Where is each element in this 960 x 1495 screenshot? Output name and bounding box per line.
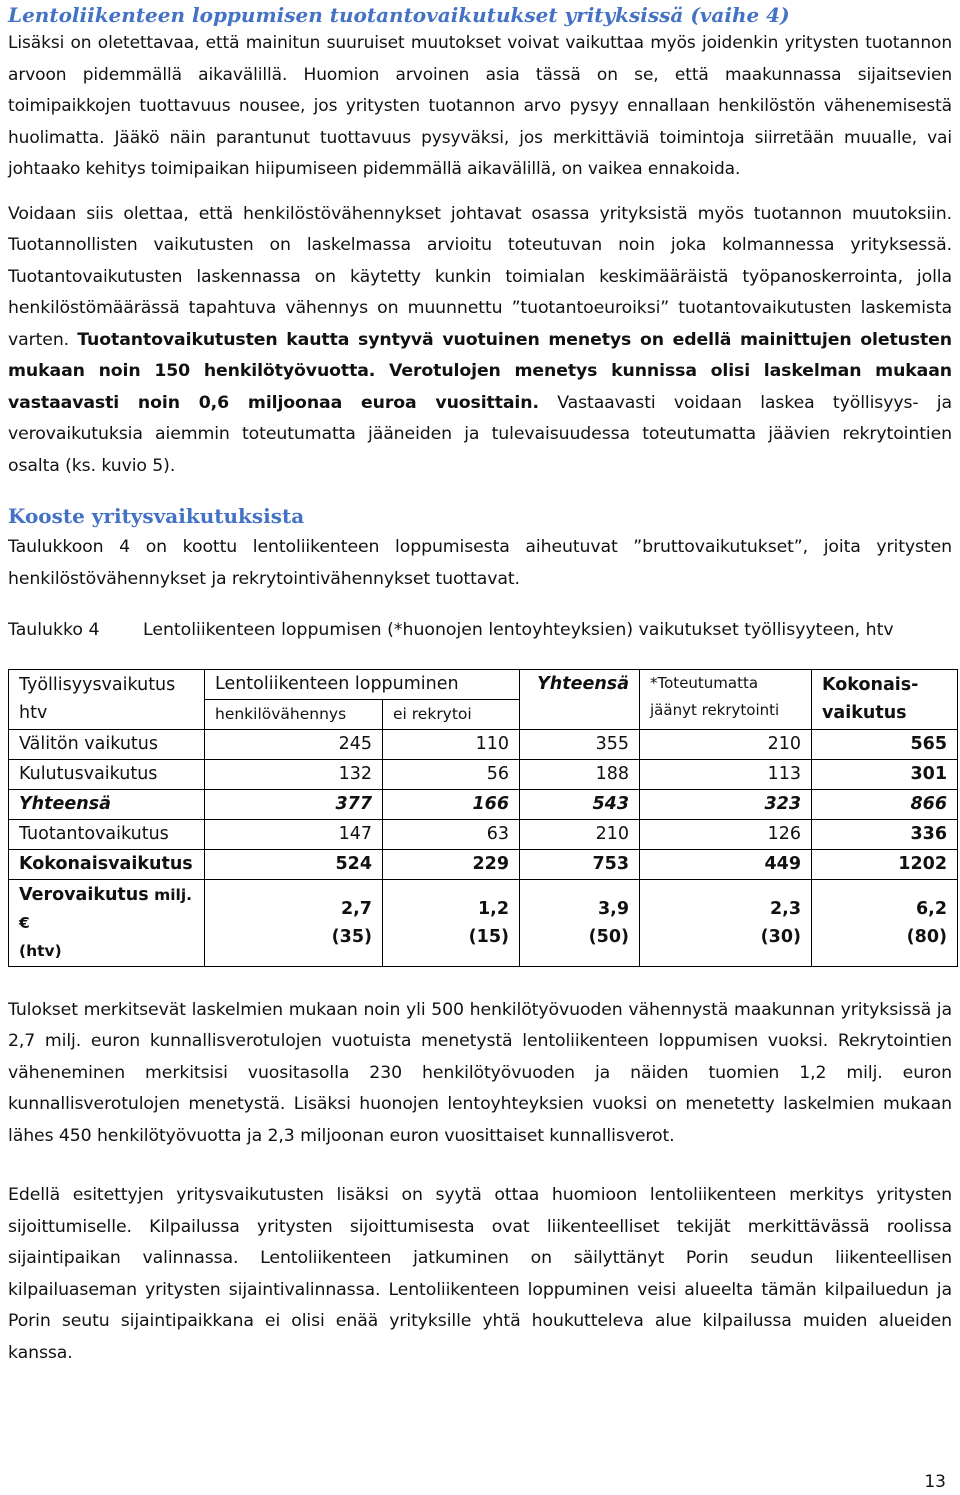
table-caption-text: Lentoliikenteen loppumisen (*huonojen lentoyhteyksien) vaikutukset työllisyyteen, htv [143, 620, 894, 640]
cell-value: 565 [812, 729, 958, 759]
cell-value: 229 [383, 849, 520, 879]
paragraph-bold-text: Tuotantovaikutusten kautta syntyvä vuotuinen menetys on edellä mainittujen oletusten mukaan noin 150 henkilötyövuotta. Verotulojen menetys kunnissa olisi laskelman mukaan vastaavasti noin 0,6 miljoonaa euroa vuosittain. [8, 329, 953, 413]
table-row [9, 759, 958, 789]
cell-value-tax [812, 879, 958, 966]
cell-value: 188 [520, 759, 640, 789]
table-row-subtotal [9, 789, 958, 819]
cell-value: (35) [331, 926, 372, 947]
table-row [9, 819, 958, 849]
table-row [9, 729, 958, 759]
header-ending-of-air-traffic: Lentoliikenteen loppuminen [205, 669, 520, 699]
cell-value: 866 [812, 789, 958, 819]
cell-value: (80) [906, 926, 948, 947]
cell-value-tax [383, 879, 520, 966]
section-heading-production-effects: Lentoliikenteen loppumisen tuotantovaikutukset yrityksissä (vaihe 4) [8, 3, 790, 27]
cell-value: 132 [205, 759, 383, 789]
document-page [8, 0, 952, 1369]
paragraph-production-value: Lisäksi on oletettavaa, että mainitun suuruiset muutokset voivat vaikuttaa myös joidenkin yritysten tuotannon arvoon pidemmällä aikavälillä. Huomion arvoinen asia tässä on se, että maakunnassa sijaitsevien toimipaikkojen tuottavuus nousee, jos yritysten tuotannon arvo pysyy ennallaan henkilöstön vähenemisestä huolimatta. Jääkö näin parantunut tuottavuus pysyväksi, jos merkittäviä toimintoja siirretään muualle, vai johtaako kehitys toimipaikan hiipumiseen pidemmällä aikavälillä, on vaikea ennakoida. [8, 33, 952, 179]
cell-value: 355 [520, 729, 640, 759]
header-overall-effect [812, 669, 958, 729]
row-label: Välitön vaikutus [9, 729, 205, 759]
row-label-text: Verovaikutus [19, 884, 149, 905]
cell-value-tax [205, 879, 383, 966]
paragraph-production-effects [8, 199, 952, 483]
cell-value-tax [640, 879, 812, 966]
cell-value: 126 [640, 819, 812, 849]
row-label-unit: (htv) [19, 941, 62, 960]
cell-value: 113 [640, 759, 812, 789]
header-unrealized-recruitment [640, 669, 812, 729]
cell-value: 543 [520, 789, 640, 819]
cell-value: 6,2 [916, 898, 948, 919]
cell-value: 449 [640, 849, 812, 879]
cell-value: 2,3 [770, 898, 802, 919]
cell-value: 166 [383, 789, 520, 819]
header-text: jäänyt rekrytointi [650, 700, 780, 719]
header-no-recruitment: ei rekrytoi [383, 699, 520, 729]
cell-value: 301 [812, 759, 958, 789]
paragraph-text: Voidaan siis olettaa, että henkilöstövähennykset johtavat osassa yrityksistä myös tuotannon muutoksiin. Tuotannollisten vaikutusten on laskelmassa arvioitu toteutuvan noin joka kolmannessa yrityksessä. Tuotantovaikutusten laskennassa on käytetty kunkin toimialan keskimääräistä työpanoskerrointa, jolla henkilöstömäärässä tapahtuva vähennys on muunnettu ”tuotantoeuroiksi” tuotantovaikutusten laskemista varten. [8, 203, 952, 350]
section-heading-summary: Kooste yritysvaikutuksista [8, 504, 305, 528]
cell-value: 147 [205, 819, 383, 849]
row-label-tax [9, 879, 205, 966]
row-label: Kokonaisvaikutus [9, 849, 205, 879]
cell-value: 753 [520, 849, 640, 879]
table-caption-label: Taulukko 4 [8, 620, 100, 640]
paragraph-text: Vastaavasti voidaan laskea työllisyys- ja verovaikutuksia aiemmin toteutumatta jääneiden ja tulevaisuudessa toteutumatta jäävien rekrytointien osalta (ks. kuvio 5). [8, 392, 952, 476]
header-text: *Toteutumatta [650, 673, 759, 692]
row-label: Yhteensä [9, 789, 205, 819]
cell-value: 336 [812, 819, 958, 849]
cell-value: 63 [383, 819, 520, 849]
cell-value: 323 [640, 789, 812, 819]
table-caption [8, 615, 952, 647]
cell-value: 110 [383, 729, 520, 759]
row-label-unit: milj.€ [19, 885, 193, 932]
cell-value: 2,7 [340, 898, 372, 919]
header-staff-reduction: henkilövähennys [205, 699, 383, 729]
row-label: Tuotantovaikutus [9, 819, 205, 849]
cell-value: (15) [468, 926, 510, 947]
cell-value: (30) [760, 926, 802, 947]
header-employment-effect [9, 669, 205, 729]
header-text: Kokonais- [822, 675, 919, 695]
paragraph-summary-intro: Taulukkoon 4 on koottu lentoliikenteen loppumisesta aiheutuvat ”bruttovaikutukset”, joita yritysten henkilöstövähennykset ja rekrytointivähennykset tuottavat. [8, 537, 952, 589]
cell-value: 210 [640, 729, 812, 759]
header-text: Työllisyysvaikutus [19, 675, 176, 695]
cell-value: (50) [588, 926, 630, 947]
header-text: htv [19, 703, 48, 723]
header-text: vaikutus [822, 703, 907, 723]
cell-value: 524 [205, 849, 383, 879]
header-total: Yhteensä [520, 669, 640, 729]
employment-effects-table [8, 669, 958, 967]
cell-value: 1,2 [478, 898, 510, 919]
cell-value: 1202 [812, 849, 958, 879]
page-number: 13 [924, 1472, 946, 1492]
cell-value: 245 [205, 729, 383, 759]
cell-value: 210 [520, 819, 640, 849]
cell-value-tax [520, 879, 640, 966]
row-label: Kulutusvaikutus [9, 759, 205, 789]
table-header-row [9, 669, 958, 699]
cell-value: 377 [205, 789, 383, 819]
table-row-tax [9, 879, 958, 966]
paragraph-results: Tulokset merkitsevät laskelmien mukaan noin yli 500 henkilötyövuoden vähennystä maakunnan yrityksissä ja 2,7 milj. euron kunnallisverotulojen vuotuista menetystä lentoliikenteen loppumisen vuoksi. Rekrytointien väheneminen merkitsisi vuositasolla 230 henkilötyövuoden ja näiden tuomien 1,2 milj. euron kunnallisverotulojen menetystä. Lisäksi huonojen lentoyhteyksien vuoksi on menetetty laskelmien mukaan lähes 450 henkilötyövuotta ja 2,3 miljoonan euron vuosittaiset kunnallisverot. [8, 999, 952, 1146]
paragraph-location-effects: Edellä esitettyjen yritysvaikutusten lisäksi on syytä ottaa huomioon lentoliikenteen merkitys yritysten sijoittumiselle. Kilpailussa yritysten sijoittumisesta ovat liikenteelliset tekijät merkittävässä roolissa sijaintipaikan valinnassa. Lentoliikenteen jatkuminen on säilyttänyt Porin seudun liikenteellisen kilpailuaseman yritysten sijaintivalinnassa. Lentoliikenteen loppuminen veisi alueelta tämän kilpailuedun ja Porin seutu sijaintipaikkana ei olisi enää yrityksille yhtä houkutteleva alue kilpailussa muiden alueiden kanssa. [8, 1185, 952, 1363]
table-row-total [9, 849, 958, 879]
cell-value: 3,9 [598, 898, 630, 919]
cell-value: 56 [383, 759, 520, 789]
